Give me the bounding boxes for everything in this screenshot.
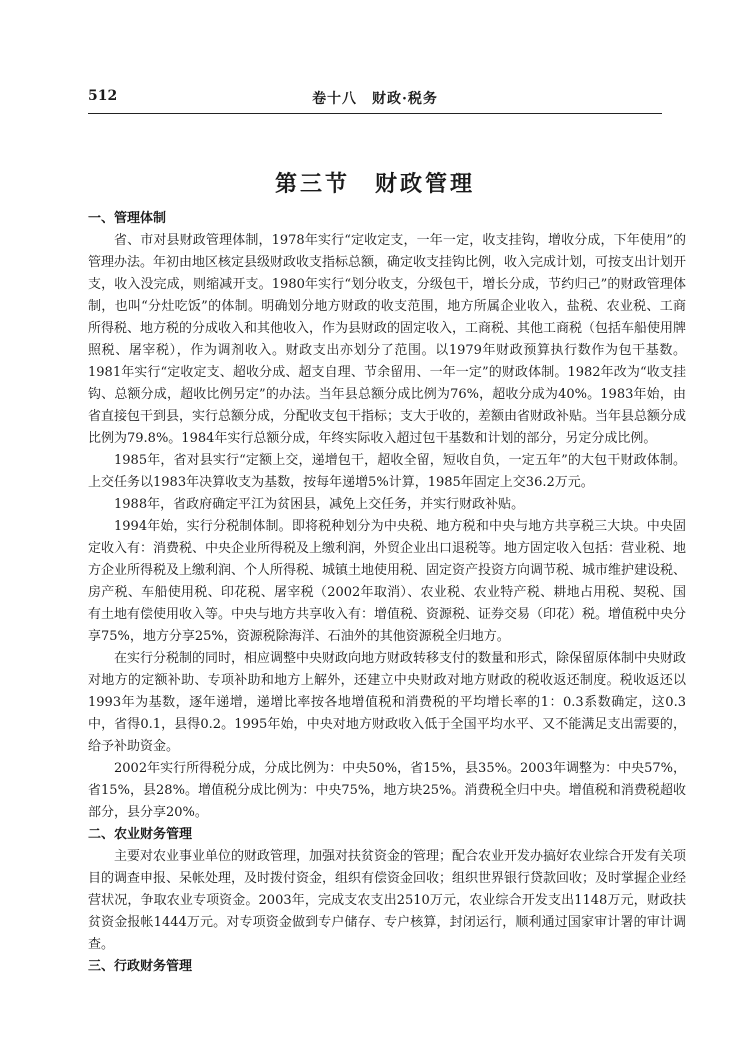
- body-paragraph: 主要对农业事业单位的财政管理，加强对扶贫资金的管理；配合农业开发办搞好农业综合开发有关项目的调查申报、呆帐处理，及时拨付资金，组织有偿资金回收；组织世界银行贷款回收；及时掌握企业经营状况，争取农业专项资金。2003年，完成支农支出2510万元，农业综合开发支出1148万元，财政扶贫资金报帐1444万元。对专项资金做到专户储存、专户核算，封闭运行，顺利通过国家审计署的审计调查。: [88, 849, 687, 952]
- running-head: 卷十八 财政·税务: [312, 91, 438, 107]
- body-paragraph: 1994年始，实行分税制体制。即将税种划分为中央税、地方税和中央与地方共享税三大块。中央固定收入有：消费税、中央企业所得税及上缴利润，外贸企业出口退税等。地方固定收入包括：营业税、地方企业所得税及上缴利润、个人所得税、城镇土地使用税、固定资产投资方向调节税、城市维护建设税、房产税、车船使用税、印花税、屠宰税（2002年取消）、农业税、农业特产税、耕地占用税、契税、国有土地有偿使用收入等。中央与地方共享收入有：增值税、资源税、证券交易（印花）税。增值税中央分享75%，地方分享25%，资源税除海洋、石油外的其他资源税全归地方。: [88, 519, 687, 644]
- page-content: [88, 208, 686, 978]
- subsection-heading: 一、管理体制: [88, 211, 167, 226]
- body-paragraph: 1988年，省政府确定平江为贫困县，减免上交任务，并实行财政补贴。: [114, 497, 525, 512]
- header-rule: [88, 113, 662, 114]
- subsection-heading: 二、农业财务管理: [88, 827, 193, 842]
- page-number: 512: [88, 88, 118, 104]
- body-paragraph: 2002年实行所得税分成，分成比例为：中央50%，省15%，县35%。2003年调整为：中央57%，省15%，县28%。增值税分成比例为：中央75%，地方块25%。消费税全归中央。增值税和消费税超收部分，县分享20%。: [88, 761, 686, 820]
- body-paragraph: 在实行分税制的同时，相应调整中央财政向地方财政转移支付的数量和形式，除保留原体制中央财政对地方的定额补助、专项补助和地方上解外，还建立中央财政对地方财政的税收返还制度。税收返还以1993年为基数，逐年递增，递增比率按各地增值税和消费税的平均增长率的1：0.3系数确定，这0.3中，省得0.1，县得0.2。1995年始，中央对地方财政收入低于全国平均水平、又不能满足支出需要的，给予补助资金。: [88, 651, 687, 754]
- subsection-heading: 三、行政财务管理: [88, 959, 193, 974]
- body-paragraph: 省、市对县财政管理体制，1978年实行“定收定支，一年一定，收支挂钩，增收分成，下年使用”的管理办法。年初由地区核定县级财政收支指标总额，确定收支挂钩比例，收入完成计划，可按支出计划开支，收入没完成，则缩减开支。1980年实行“划分收支，分级包干，增长分成，节约归己”的财政管理体制，也叫“分灶吃饭”的体制。明确划分地方财政的收支范围，地方所属企业收入，盐税、农业税、工商所得税、地方税的分成收入和其他收入，作为县财政的固定收入，工商税、其他工商税（包括车船使用牌照税、屠宰税），作为调剂收入。财政支出亦划分了范围。以1979年财政预算执行数作为包干基数。1981年实行“定收定支、超收分成、超支自理、节余留用、一年一定”的财政体制。1982年改为“收支挂钩、总额分成，超收比例另定”的办法。当年县总额分成比例为76%，超收分成为40%。1983年始，由省直接包干到县，实行总额分成，分配收支包干指标；支大于收的，差额由省财政补贴。当年县总额分成比例为79.8%。1984年实行总额分成，年终实际收入超过包干基数和计划的部分，另定分成比例。: [88, 233, 687, 446]
- section-title: 第三节 财政管理: [274, 170, 475, 197]
- body-paragraph: 1985年，省对县实行“定额上交，递增包干，超收全留，短收自负，一定五年”的大包干财政体制。上交任务以1983年决算收支为基数，按每年递增5%计算，1985年固定上交36.2万元。: [88, 453, 686, 490]
